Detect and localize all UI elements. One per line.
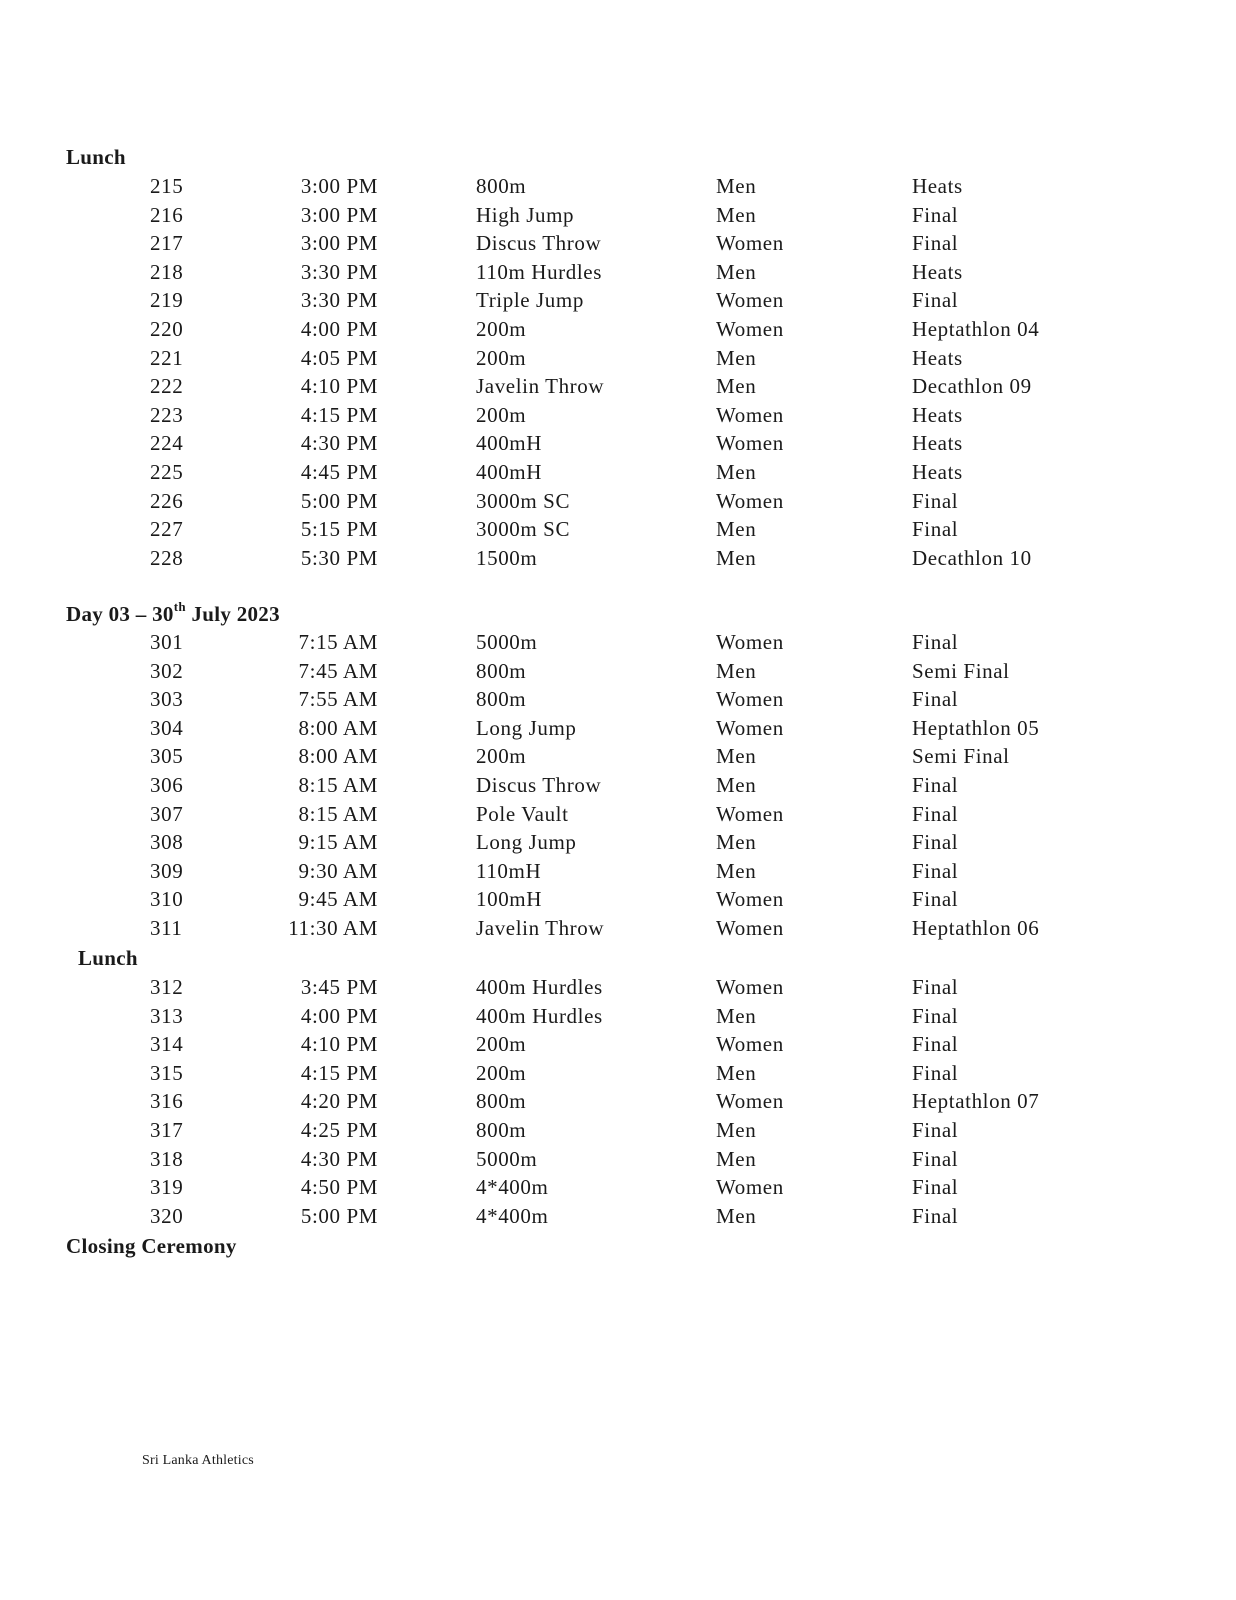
table-row	[0, 828, 1236, 857]
section-heading-lunch	[66, 143, 126, 172]
event-gender: Men	[716, 1118, 757, 1142]
event-gender: Women	[716, 1089, 784, 1114]
event-gender: Men	[716, 174, 757, 198]
table-row	[0, 487, 1236, 516]
event-number: 220	[150, 317, 184, 341]
event-number: 221	[150, 345, 184, 370]
event-time: 7:15 AM	[298, 630, 378, 654]
event-time: 3:45 PM	[300, 975, 378, 999]
table-row	[0, 286, 1236, 315]
section-heading-lunch	[78, 944, 138, 973]
event-number: 313	[150, 1003, 184, 1028]
table-row	[0, 315, 1236, 344]
event-time: 3:00 PM	[300, 231, 378, 256]
event-discipline: Triple Jump	[476, 288, 584, 313]
event-gender: Women	[716, 488, 784, 513]
event-time: 4:30 PM	[300, 1146, 378, 1171]
event-time: 4:10 PM	[300, 374, 378, 399]
event-gender: Women	[716, 1175, 784, 1200]
event-time: 4:05 PM	[300, 345, 378, 370]
table-row	[0, 742, 1236, 771]
event-gender: Men	[716, 259, 757, 284]
table-row	[0, 1202, 1236, 1231]
table-row	[0, 1087, 1236, 1116]
event-round: Final	[912, 801, 959, 826]
event-time: 4:00 PM	[300, 1003, 378, 1028]
event-gender: Women	[716, 687, 784, 712]
event-round: Final	[912, 202, 959, 227]
event-time: 3:30 PM	[300, 288, 378, 313]
event-round: Final	[912, 1060, 959, 1085]
event-number: 319	[150, 1175, 184, 1200]
event-round: Final	[912, 517, 959, 542]
event-number: 311	[150, 916, 183, 940]
event-discipline: 5000m	[476, 1146, 538, 1171]
event-discipline: Javelin Throw	[476, 916, 605, 940]
event-number: 301	[150, 630, 184, 654]
event-discipline: 400m Hurdles	[476, 975, 603, 999]
event-time: 4:25 PM	[300, 1118, 378, 1142]
table-row	[0, 1145, 1236, 1174]
event-number: 215	[150, 174, 184, 198]
event-discipline: Long Jump	[476, 830, 577, 855]
event-time: 9:30 AM	[298, 858, 378, 883]
event-discipline: Discus Throw	[476, 773, 602, 797]
event-number: 223	[150, 402, 184, 427]
event-discipline: 400mH	[476, 460, 542, 484]
event-number: 307	[150, 801, 184, 826]
event-discipline: 4*400m	[476, 1175, 549, 1200]
event-gender: Men	[716, 460, 757, 484]
table-row	[0, 714, 1236, 743]
event-discipline: 200m	[476, 345, 527, 370]
event-discipline: 200m	[476, 1060, 527, 1085]
event-gender: Women	[716, 801, 784, 826]
event-discipline: 800m	[476, 1089, 527, 1114]
event-round: Heats	[912, 259, 963, 284]
heading-text-rest: July 2023	[185, 602, 280, 626]
table-row	[0, 800, 1236, 829]
event-time: 8:15 AM	[298, 773, 378, 797]
event-round: Final	[912, 1175, 959, 1200]
event-discipline: 400mH	[476, 431, 542, 456]
event-round: Heats	[912, 460, 963, 484]
event-discipline: 800m	[476, 1118, 527, 1142]
heading-text: Day 03 – 30	[66, 602, 174, 626]
event-gender: Women	[716, 975, 784, 999]
event-discipline: Pole Vault	[476, 801, 569, 826]
table-row	[0, 857, 1236, 886]
event-time: 8:00 AM	[298, 715, 378, 740]
event-discipline: 800m	[476, 687, 527, 712]
event-discipline: 100mH	[476, 887, 542, 912]
event-round: Semi Final	[912, 658, 1010, 683]
event-gender: Women	[716, 288, 784, 313]
closing-ceremony-label: Closing Ceremony	[66, 1234, 237, 1258]
event-discipline: 400m Hurdles	[476, 1003, 603, 1028]
event-discipline: Javelin Throw	[476, 374, 605, 399]
event-round: Heats	[912, 345, 963, 370]
event-discipline: 200m	[476, 1032, 527, 1057]
event-time: 4:20 PM	[300, 1089, 378, 1114]
event-discipline: 200m	[476, 402, 527, 427]
table-row	[0, 401, 1236, 430]
event-round: Final	[912, 858, 959, 883]
table-row	[0, 1002, 1236, 1031]
event-round: Decathlon 10	[912, 545, 1032, 570]
table-row	[0, 515, 1236, 544]
event-round: Final	[912, 887, 959, 912]
event-round: Final	[912, 1003, 959, 1028]
event-time: 8:00 AM	[298, 744, 378, 769]
event-number: 222	[150, 374, 184, 399]
event-time: 4:15 PM	[300, 1060, 378, 1085]
table-row	[0, 1030, 1236, 1059]
event-round: Decathlon 09	[912, 374, 1032, 399]
event-round: Final	[912, 1203, 959, 1228]
event-number: 314	[150, 1032, 184, 1057]
table-row	[0, 657, 1236, 686]
event-discipline: 110m Hurdles	[476, 259, 602, 284]
event-time: 4:45 PM	[300, 460, 378, 484]
event-gender: Men	[716, 345, 757, 370]
event-gender: Men	[716, 1003, 757, 1028]
event-discipline: 4*400m	[476, 1203, 549, 1228]
event-time: 7:45 AM	[298, 658, 378, 683]
event-discipline: 5000m	[476, 630, 538, 654]
event-time: 8:15 AM	[298, 801, 378, 826]
table-row	[0, 229, 1236, 258]
heading-text: Lunch	[66, 145, 126, 169]
event-round: Final	[912, 231, 959, 256]
event-gender: Women	[716, 887, 784, 912]
event-round: Heptathlon 05	[912, 715, 1040, 740]
event-discipline: Discus Throw	[476, 231, 602, 256]
event-number: 305	[150, 744, 184, 769]
event-number: 320	[150, 1203, 184, 1228]
event-time: 7:55 AM	[298, 687, 378, 712]
event-round: Final	[912, 630, 959, 654]
table-row	[0, 458, 1236, 487]
event-gender: Men	[716, 545, 757, 570]
event-round: Heats	[912, 431, 963, 456]
event-number: 217	[150, 231, 184, 256]
event-gender: Men	[716, 1146, 757, 1171]
table-row	[0, 771, 1236, 800]
event-number: 218	[150, 259, 184, 284]
event-time: 4:00 PM	[300, 317, 378, 341]
heading-text: Lunch	[78, 946, 138, 970]
table-row	[0, 973, 1236, 1002]
event-time: 4:15 PM	[300, 402, 378, 427]
event-discipline: 1500m	[476, 545, 538, 570]
event-gender: Men	[716, 658, 757, 683]
event-discipline: 3000m SC	[476, 517, 571, 542]
event-discipline: Long Jump	[476, 715, 577, 740]
table-row	[0, 685, 1236, 714]
footer-organization: Sri Lanka Athletics	[142, 1453, 254, 1468]
event-discipline: 800m	[476, 658, 527, 683]
event-gender: Men	[716, 1060, 757, 1085]
event-time: 9:15 AM	[298, 830, 378, 855]
table-row	[0, 1173, 1236, 1202]
event-number: 227	[150, 517, 184, 542]
event-gender: Women	[716, 231, 784, 256]
event-time: 5:00 PM	[300, 488, 378, 513]
event-gender: Women	[716, 402, 784, 427]
event-gender: Women	[716, 431, 784, 456]
table-row	[0, 885, 1236, 914]
event-number: 308	[150, 830, 184, 855]
event-round: Heats	[912, 402, 963, 427]
event-number: 219	[150, 288, 184, 313]
table-row	[0, 258, 1236, 287]
table-row	[0, 429, 1236, 458]
event-round: Heats	[912, 174, 963, 198]
event-gender: Men	[716, 744, 757, 769]
event-round: Final	[912, 687, 959, 712]
event-round: Final	[912, 830, 959, 855]
event-discipline: 200m	[476, 317, 527, 341]
event-number: 224	[150, 431, 184, 456]
event-gender: Women	[716, 317, 784, 341]
event-number: 216	[150, 202, 184, 227]
event-gender: Men	[716, 1203, 757, 1228]
event-time: 4:10 PM	[300, 1032, 378, 1057]
event-round: Final	[912, 1146, 959, 1171]
event-round: Semi Final	[912, 744, 1010, 769]
event-number: 304	[150, 715, 184, 740]
event-number: 303	[150, 687, 184, 712]
event-time: 5:15 PM	[300, 517, 378, 542]
event-gender: Men	[716, 374, 757, 399]
event-gender: Women	[716, 630, 784, 654]
event-number: 318	[150, 1146, 184, 1171]
event-round: Final	[912, 1032, 959, 1057]
event-discipline: 200m	[476, 744, 527, 769]
event-time: 3:00 PM	[300, 202, 378, 227]
table-row	[0, 372, 1236, 401]
event-round: Final	[912, 288, 959, 313]
event-number: 310	[150, 887, 184, 912]
table-row	[0, 628, 1236, 657]
event-gender: Men	[716, 517, 757, 542]
event-time: 9:45 AM	[298, 887, 378, 912]
table-row	[0, 344, 1236, 373]
event-discipline: High Jump	[476, 202, 575, 227]
event-number: 316	[150, 1089, 184, 1114]
event-round: Final	[912, 1118, 959, 1142]
event-gender: Men	[716, 830, 757, 855]
event-round: Final	[912, 773, 959, 797]
event-round: Heptathlon 07	[912, 1089, 1040, 1114]
event-discipline: 3000m SC	[476, 488, 571, 513]
event-gender: Women	[716, 715, 784, 740]
event-time: 5:30 PM	[300, 545, 378, 570]
table-row	[0, 172, 1236, 201]
table-row	[0, 1059, 1236, 1088]
heading-ordinal-suffix: th	[173, 599, 186, 614]
event-gender: Women	[716, 1032, 784, 1057]
table-row	[0, 544, 1236, 573]
event-gender: Men	[716, 858, 757, 883]
event-gender: Men	[716, 202, 757, 227]
event-number: 306	[150, 773, 184, 797]
event-discipline: 800m	[476, 174, 527, 198]
event-time: 5:00 PM	[300, 1203, 378, 1228]
event-round: Final	[912, 488, 959, 513]
event-number: 309	[150, 858, 184, 883]
event-discipline: 110mH	[476, 858, 542, 883]
event-time: 4:50 PM	[300, 1175, 378, 1200]
event-round: Final	[912, 975, 959, 999]
event-gender: Men	[716, 773, 757, 797]
event-number: 315	[150, 1060, 184, 1085]
event-number: 312	[150, 975, 184, 999]
table-row	[0, 201, 1236, 230]
event-number: 302	[150, 658, 184, 683]
table-row	[0, 1116, 1236, 1145]
event-time: 3:30 PM	[300, 259, 378, 284]
table-row	[0, 914, 1236, 943]
event-number: 225	[150, 460, 184, 484]
section-heading-day-03	[66, 600, 280, 629]
event-round: Heptathlon 06	[912, 916, 1040, 940]
event-number: 317	[150, 1118, 184, 1142]
event-number: 226	[150, 488, 184, 513]
event-number: 228	[150, 545, 184, 570]
event-time: 3:00 PM	[300, 174, 378, 198]
event-time: 11:30 AM	[288, 916, 378, 940]
event-round: Heptathlon 04	[912, 317, 1040, 341]
event-gender: Women	[716, 916, 784, 940]
event-time: 4:30 PM	[300, 431, 378, 456]
